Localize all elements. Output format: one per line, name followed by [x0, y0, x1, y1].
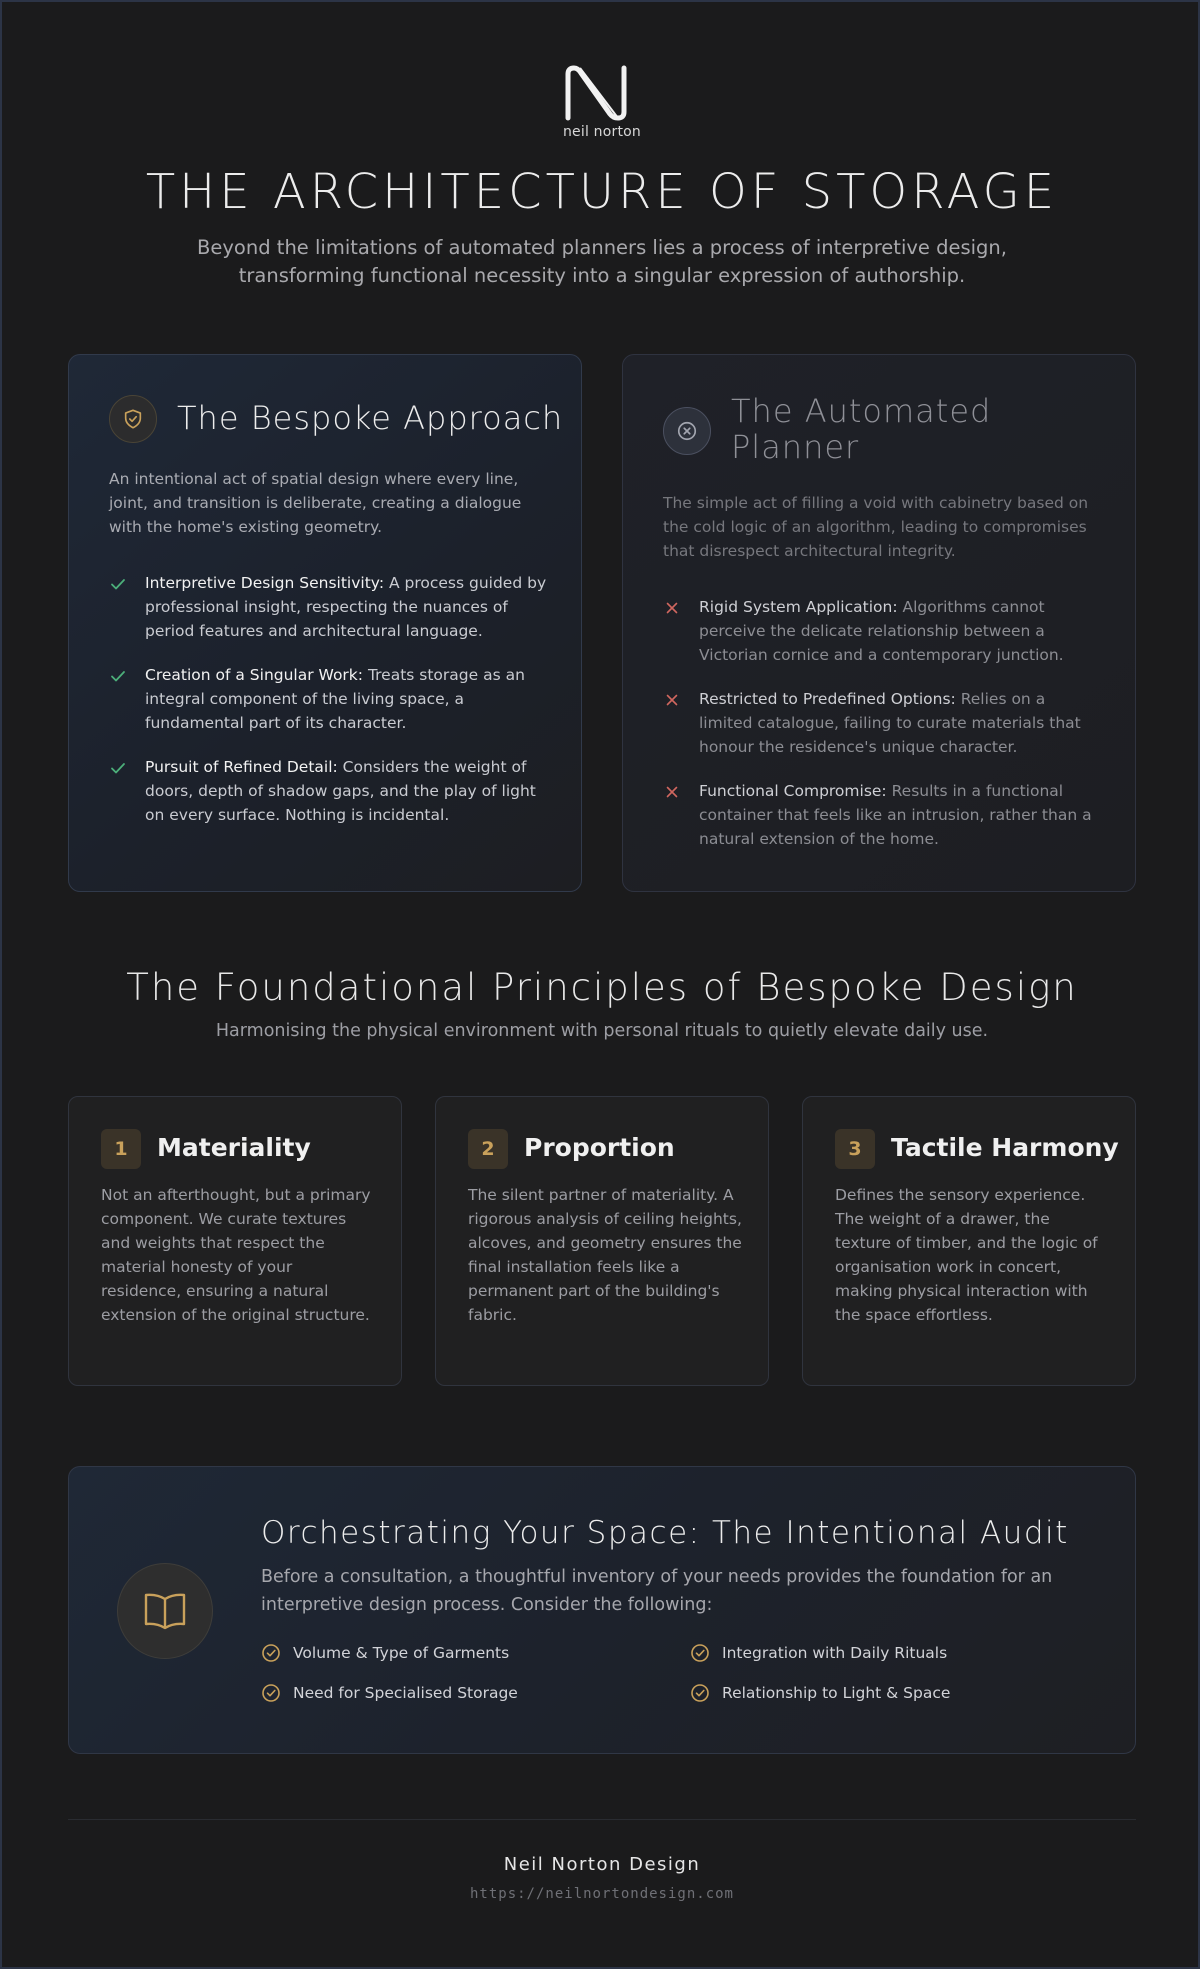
automated-description: The simple act of filling a void with cabinetry based on the cold logic of an algorithm, leading to compromises that disrespect architectural integrity.	[663, 494, 1089, 560]
intentional-audit-panel	[68, 1466, 1136, 1754]
check-icon	[109, 667, 127, 685]
point-text: Considers the weight of doors, depth of shadow gaps, and the play of light on every surface. Nothing is incidental.	[145, 758, 536, 824]
audit-item	[690, 1643, 947, 1663]
bespoke-title: The Bespoke Approach	[177, 399, 564, 437]
cross-icon	[663, 783, 681, 801]
audit-item-label: Need for Specialised Storage	[293, 1684, 518, 1702]
bespoke-point	[109, 755, 549, 827]
bespoke-description: An intentional act of spatial design where every line, joint, and transition is deliberate, creating a dialogue with the home's existing geometry.	[109, 470, 522, 536]
check-circle-icon	[261, 1683, 281, 1703]
audit-title: Orchestrating Your Space: The Intentional Audit	[261, 1515, 1069, 1551]
principle-text: Not an afterthought, but a primary component. We curate textures and weights that respect the material honesty of your residence, ensuring a natural extension of the original structure.	[101, 1186, 371, 1324]
cross-icon	[663, 691, 681, 709]
point-text: Algorithms cannot perceive the delicate relationship between a Victorian cornice and a contemporary junction.	[699, 598, 1064, 664]
point-text: Relies on a limited catalogue, failing to curate materials that honour the residence's unique character.	[699, 690, 1081, 756]
bespoke-point	[109, 571, 549, 643]
principle-text: The silent partner of materiality. A rigorous analysis of ceiling heights, alcoves, and geometry ensures the final installation feels like a permanent part of the building's fabric.	[468, 1186, 742, 1324]
check-circle-icon	[690, 1643, 710, 1663]
point-lead: Functional Compromise:	[699, 782, 887, 800]
footer-divider	[68, 1819, 1136, 1820]
point-lead: Restricted to Predefined Options:	[699, 690, 956, 708]
point-text: A process guided by professional insight, respecting the nuances of period features and architectural language.	[145, 574, 547, 640]
logo-mark-icon	[562, 64, 642, 122]
x-circle-icon	[663, 407, 711, 455]
bespoke-points	[109, 571, 549, 847]
brand-logo[interactable]	[558, 64, 646, 144]
point-text: Treats storage as an integral component of the living space, a fundamental part of its character.	[145, 666, 525, 732]
bespoke-approach-card	[68, 354, 582, 892]
automated-point	[663, 687, 1103, 759]
bespoke-point	[109, 663, 549, 735]
page-title: THE ARCHITECTURE OF STORAGE	[145, 164, 1059, 220]
automated-points	[663, 595, 1103, 871]
audit-item-label: Integration with Daily Rituals	[722, 1644, 948, 1662]
point-lead: Pursuit of Refined Detail:	[145, 758, 338, 776]
automated-planner-card	[622, 354, 1136, 892]
footer-company-name: Neil Norton Design	[503, 1854, 701, 1875]
audit-item	[690, 1683, 950, 1703]
principle-number: 2	[468, 1129, 508, 1169]
principle-card-tactile-harmony	[802, 1096, 1136, 1386]
principle-title: Materiality	[157, 1133, 311, 1162]
footer-website-link[interactable]: https://neilnortondesign.com	[469, 1886, 734, 1902]
audit-description: Before a consultation, a thoughtful inventory of your needs provides the foundation for an interpretive design process. Consider the following:	[261, 1567, 1053, 1615]
principle-title: Proportion	[524, 1133, 675, 1162]
open-book-icon	[117, 1563, 213, 1659]
audit-item-label: Volume & Type of Garments	[293, 1644, 510, 1662]
audit-item	[261, 1643, 509, 1663]
point-text: Results in a functional container that feels like an intrusion, rather than a natural extension of the home.	[699, 782, 1092, 848]
principle-title: Tactile Harmony	[891, 1133, 1119, 1162]
principle-card-proportion	[435, 1096, 769, 1386]
check-icon	[109, 575, 127, 593]
principle-number: 3	[835, 1129, 875, 1169]
point-lead: Rigid System Application:	[699, 598, 898, 616]
principle-text: Defines the sensory experience. The weight of a drawer, the texture of timber, and the logic of organisation work in concert, making physical interaction with the space effortless.	[835, 1186, 1098, 1324]
check-circle-icon	[690, 1683, 710, 1703]
cross-icon	[663, 599, 681, 617]
principles-title: The Foundational Principles of Bespoke Design	[126, 966, 1078, 1009]
principle-card-materiality	[68, 1096, 402, 1386]
point-lead: Creation of a Singular Work:	[145, 666, 364, 684]
audit-item	[261, 1683, 518, 1703]
principles-subtitle: Harmonising the physical environment with personal rituals to quietly elevate daily use.	[215, 1021, 989, 1041]
automated-point	[663, 595, 1103, 667]
check-circle-icon	[261, 1643, 281, 1663]
check-icon	[109, 759, 127, 777]
page-subtitle: Beyond the limitations of automated planners lies a process of interpretive design, transforming functional necessity into a singular expression of authorship.	[197, 236, 1007, 287]
automated-point	[663, 779, 1103, 851]
audit-item-label: Relationship to Light & Space	[722, 1684, 951, 1702]
automated-title: The Automated Planner	[731, 392, 992, 466]
point-lead: Interpretive Design Sensitivity:	[145, 574, 385, 592]
principle-number: 1	[101, 1129, 141, 1169]
shield-check-icon	[109, 395, 157, 443]
logo-wordmark: neil norton	[562, 124, 642, 140]
